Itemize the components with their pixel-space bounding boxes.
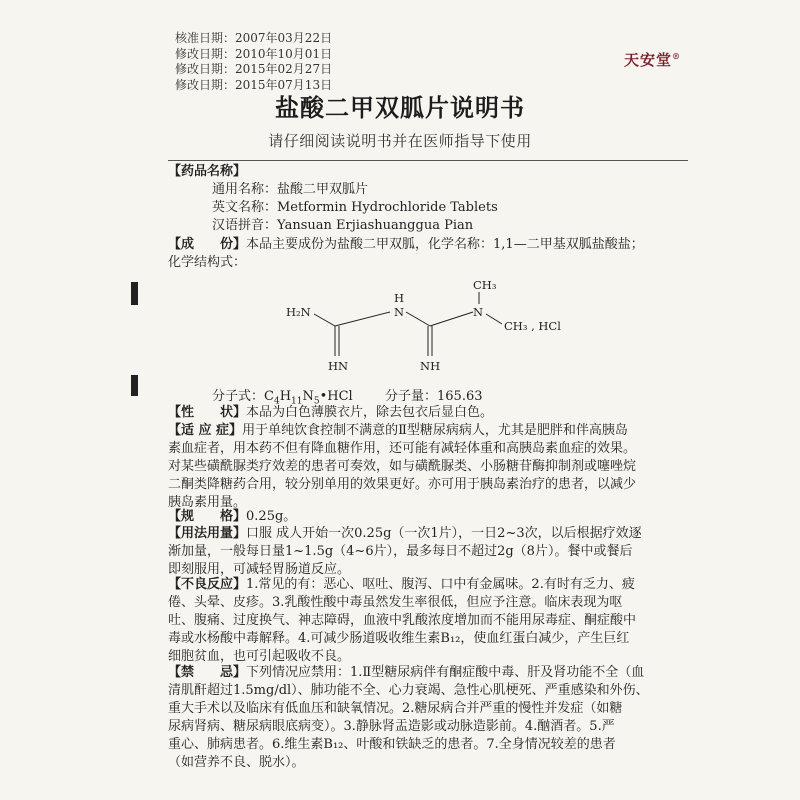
dosage-line-2: 渐加量，一般每日量1~1.5g（4~6片），最多每日不超过2g（8片）。餐中或餐后 bbox=[168, 544, 633, 559]
spec-section bbox=[168, 508, 296, 526]
properties-header: 【性 状】 bbox=[168, 405, 247, 420]
dosage-line-3: 即刻服用，可减轻胃肠道反应。 bbox=[168, 562, 351, 577]
margin-marker-2 bbox=[131, 375, 138, 396]
date-block bbox=[175, 31, 332, 93]
formula-c: C bbox=[264, 389, 274, 404]
struct-hn: HN bbox=[328, 359, 349, 373]
formula-n: N bbox=[302, 389, 314, 404]
adverse-line-4: 毒或水杨酸中毒解释。4.可减少肠道吸收维生素B₁₂，使血红蛋白减少，产生巨红 bbox=[168, 631, 630, 646]
structure-label: 化学结构式： bbox=[168, 255, 247, 270]
name-section bbox=[168, 163, 246, 181]
adverse-line-5: 细胞贫血，也可引起吸收不良。 bbox=[168, 649, 351, 664]
struct-nh: NH bbox=[420, 359, 441, 373]
dosage-line-1: 口服 成人开始一次0.25g（一次1片），一日2~3次，以后根据疗效逐 bbox=[246, 526, 642, 541]
bond-3 bbox=[335, 312, 390, 326]
adverse-header: 【不良反应】 bbox=[168, 577, 247, 592]
bond-4 bbox=[406, 312, 430, 326]
contra-section bbox=[168, 664, 649, 772]
struct-n-right: N bbox=[473, 305, 484, 319]
contra-header: 【禁 忌】 bbox=[168, 665, 247, 680]
spec-text: 0.25g。 bbox=[246, 509, 297, 524]
adverse-line-2: 倦、头晕、皮疹。3.乳酸性酸中毒虽然发生率很低，但应予注意。临床表现为呕 bbox=[168, 595, 623, 610]
approval-date: 核准日期：2007年03月22日 bbox=[175, 31, 333, 45]
molecular-weight: 分子量：165.63 bbox=[385, 389, 483, 404]
page-title: 盐酸二甲双胍片说明书 bbox=[275, 94, 525, 122]
composition-header: 【成 份】 bbox=[168, 237, 247, 252]
formula-n-count: 5 bbox=[313, 396, 320, 407]
name-lines bbox=[212, 181, 498, 235]
brand-logo: 天安堂® bbox=[624, 51, 682, 69]
struct-ch3-hcl: CH₃ , HCl bbox=[504, 319, 561, 333]
revision-date-1: 修改日期：2010年10月01日 bbox=[175, 46, 333, 61]
indications-line-4: 二酮类降糖药合用，较分别单用的效果更好。亦可用于胰岛素治疗的患者，以减少 bbox=[168, 477, 637, 492]
revision-date-2: 修改日期：2015年02月27日 bbox=[175, 62, 333, 76]
formula-label: 分子式： bbox=[212, 389, 265, 404]
bond-1 bbox=[314, 314, 335, 326]
contra-line-2: 清肌酐超过1.5mg/dl）、肺功能不全、心力衰竭、急性心肌梗死、严重感染和外伤、 bbox=[168, 683, 649, 698]
struct-h-top: H bbox=[394, 291, 405, 305]
formula-c-count: 4 bbox=[273, 396, 280, 407]
metformin-structure-diagram bbox=[280, 278, 600, 378]
bond-8 bbox=[486, 314, 502, 324]
english-name: 英文名称：Metformin Hydrochloride Tablets bbox=[212, 200, 498, 215]
formula-h-count: 11 bbox=[291, 396, 303, 407]
spec-header: 【规 格】 bbox=[168, 509, 247, 524]
formula-h: H bbox=[279, 389, 292, 404]
contra-line-5: 重心、肺病患者。6.维生素B₁₂、叶酸和铁缺乏的患者。7.全身情况较差的患者 bbox=[168, 737, 616, 752]
indications-line-1: 用于单纯饮食控制不满意的Ⅱ型糖尿病病人，尤其是肥胖和伴高胰岛 bbox=[242, 423, 628, 438]
indications-section bbox=[168, 422, 636, 512]
indications-line-2: 素血症者，用本药不但有降血糖作用，还可能有减轻体重和高胰岛素血症的效果。 bbox=[168, 441, 637, 456]
bond-6 bbox=[430, 312, 473, 326]
composition-text: 本品主要成份为盐酸二甲双胍，化学名称：1,1—二甲基双胍盐酸盐； bbox=[246, 237, 644, 252]
header-divider bbox=[168, 160, 688, 161]
indications-line-3: 对某些磺酰脲类疗效差的患者可奏效，如与磺酰脲类、小肠糖苷酶抑制剂或噻唑烷 bbox=[168, 459, 637, 474]
adverse-section bbox=[168, 576, 636, 666]
revision-date-3: 修改日期：2015年07月13日 bbox=[175, 77, 333, 92]
formula-hcl: •HCl bbox=[319, 389, 353, 404]
registered-mark: ® bbox=[672, 51, 682, 61]
adverse-line-3: 吐、腹痛、过度换气、神志障碍，血液中乳酸浓度增加而不能用尿毒症、酮症酸中 bbox=[168, 613, 637, 628]
name-header: 【药品名称】 bbox=[168, 164, 247, 179]
margin-marker-1 bbox=[131, 282, 138, 305]
dosage-header: 【用法用量】 bbox=[168, 526, 247, 541]
contra-line-1: 下列情况应禁用：1.Ⅱ型糖尿病伴有酮症酸中毒、肝及肾功能不全（血 bbox=[246, 665, 645, 680]
struct-ch3-top: CH₃ bbox=[473, 278, 497, 292]
pinyin-name: 汉语拼音：Yansuan Erjiashuanggua Pian bbox=[212, 218, 474, 233]
contra-line-6: （如营养不良、脱水）。 bbox=[168, 755, 305, 770]
struct-h2n: H₂N bbox=[286, 305, 311, 319]
indications-header: 【适 应 症】 bbox=[168, 423, 243, 438]
adverse-line-1: 1.常见的有：恶心、呕吐、腹泻、口中有金属味。2.有时有乏力、疲 bbox=[246, 577, 635, 592]
contra-line-4: 尿病肾病、糖尿病眼底病变）。3.静脉肾盂造影或动脉造影前。4.酗酒者。5.严 bbox=[168, 719, 615, 734]
indications-line-5: 胰岛素用量。 bbox=[168, 495, 247, 510]
properties-section bbox=[168, 404, 493, 422]
contra-line-3: 重大手术以及临床有低血压和缺氧情况。2.糖尿病合并严重的慢性并发症（如糖 bbox=[168, 701, 623, 716]
composition-section bbox=[168, 236, 644, 272]
generic-name: 通用名称：盐酸二甲双胍片 bbox=[212, 182, 369, 197]
page-subtitle: 请仔细阅读说明书并在医师指导下使用 bbox=[268, 132, 532, 150]
properties-text: 本品为白色薄膜衣片，除去包衣后显白色。 bbox=[246, 405, 494, 420]
struct-n-mid: N bbox=[394, 305, 405, 319]
dosage-section bbox=[168, 525, 642, 579]
